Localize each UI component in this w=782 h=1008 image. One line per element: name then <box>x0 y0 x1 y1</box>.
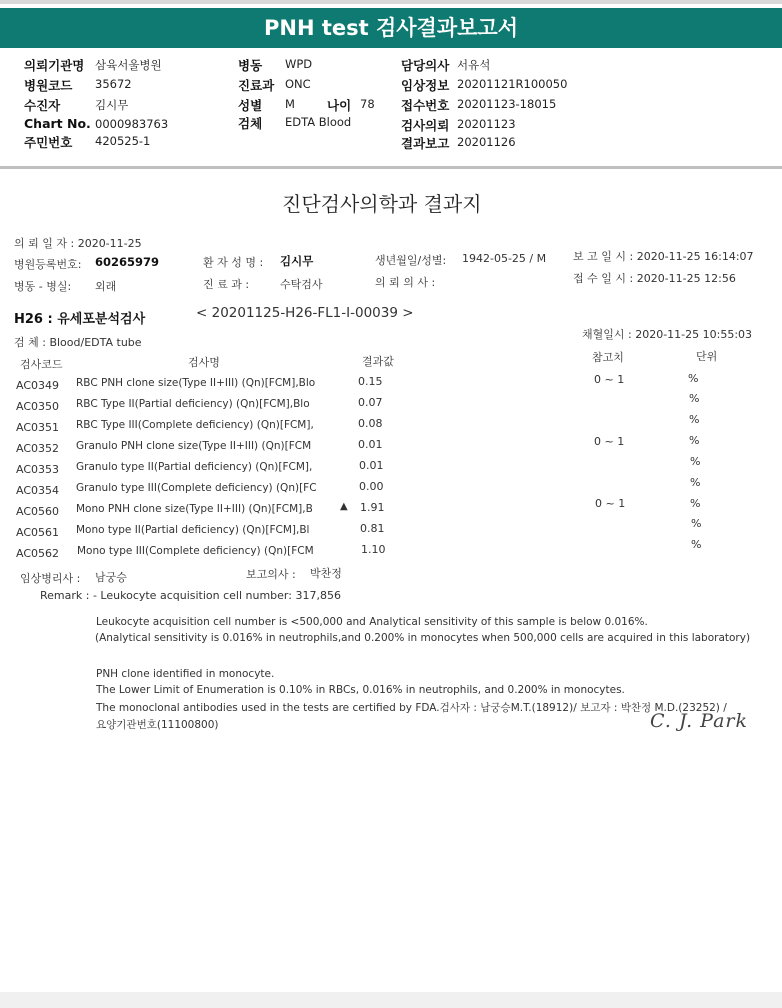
unit: % <box>689 392 700 405</box>
result-value: 0.01 <box>359 459 384 472</box>
result-value: 1.10 <box>361 543 386 556</box>
note-line-4: The Lower Limit of Enumeration is 0.10% in RBCs, 0.016% in neutrophils, and 0.200% in monocytes. <box>96 684 625 696</box>
receipt-datetime: 접 수 일 시 : 2020-11-25 12:56 <box>573 272 736 285</box>
birth-sex-value: 1942-05-25 / M <box>462 252 547 265</box>
clinical-pathologist-label: 임상병리사 : <box>20 572 81 585</box>
test-name: Granulo type III(Complete deficiency) (Qn)[FC <box>76 482 317 494</box>
receipt-no-label: 접수번호 <box>401 98 450 113</box>
specimen-barcode-number: < 20201125-H26-FL1-I-00039 > <box>196 305 414 321</box>
specimen-type: 검 체 : Blood/EDTA tube <box>14 336 142 349</box>
sex-value: M <box>285 97 295 111</box>
result-sheet-title: 진단검사의학과 결과지 <box>282 192 482 216</box>
clinic-dept-value: 수탁검사 <box>280 278 323 291</box>
test-name: RBC PNH clone size(Type II+III) (Qn)[FCM],Blo <box>76 377 316 389</box>
receipt-no-value: 20201123-18015 <box>457 97 557 111</box>
ward-room-value: 외래 <box>95 280 117 293</box>
examinee-label: 수진자 <box>24 98 61 113</box>
ward-label: 병동 <box>238 58 263 73</box>
result-value: 0.00 <box>359 480 384 493</box>
request-info-header <box>0 50 782 169</box>
signature: C. J. Park <box>650 710 749 732</box>
collection-datetime: 채혈일시 : 2020-11-25 10:55:03 <box>582 328 753 341</box>
unit: % <box>688 372 699 385</box>
high-flag-icon: ▲ <box>340 501 348 512</box>
test-code: AC0350 <box>16 400 60 413</box>
chart-no-label: Chart No. <box>24 116 91 131</box>
institution-value: 삼육서울병원 <box>95 58 162 72</box>
note-line-5: The monoclonal antibodies used in the tests are certified by FDA.검사자 : 남궁승M.T.(18912)/ 보고자 : 박찬정 M.D.(23252) / <box>96 702 727 714</box>
test-name: RBC Type II(Partial deficiency) (Qn)[FCM],Blo <box>76 398 310 410</box>
col-header-name: 검사명 <box>188 356 220 369</box>
attending-doctor-label: 담당의사 <box>401 58 450 73</box>
test-code: AC0560 <box>16 505 60 518</box>
reference-range: 0 ~ 1 <box>594 435 625 448</box>
registration-value: 60265979 <box>95 255 160 269</box>
test-code: AC0561 <box>16 526 60 539</box>
department-label: 진료과 <box>238 78 275 93</box>
specimen-label: 검체 <box>238 116 263 131</box>
test-request-value: 20201123 <box>457 117 516 131</box>
result-value: 0.15 <box>358 375 383 388</box>
remark-line: Remark : - Leukocyte acquisition cell number: 317,856 <box>40 589 341 602</box>
result-value: 1.91 <box>360 501 385 514</box>
top-border <box>0 0 782 4</box>
request-date: 의 뢰 일 자 : 2020-11-25 <box>14 237 142 250</box>
bottom-border <box>0 992 782 1008</box>
resident-no-label: 주민번호 <box>24 135 73 150</box>
reference-range: 0 ~ 1 <box>594 373 625 386</box>
patient-name-value: 김시무 <box>280 254 314 268</box>
birth-sex-label: 생년월일/성별: <box>375 254 447 267</box>
test-code: AC0352 <box>16 442 60 455</box>
col-header-reference: 참고치 <box>592 351 624 364</box>
attending-doctor-value: 서유석 <box>457 58 491 72</box>
result-value: 0.08 <box>358 417 383 430</box>
clinical-pathologist-value: 남궁승 <box>95 571 127 584</box>
result-value: 0.07 <box>358 396 383 409</box>
registration-label: 병원등록번호: <box>14 258 82 271</box>
reporting-doctor-value: 박찬정 <box>310 567 342 580</box>
reference-range: 0 ~ 1 <box>595 497 626 510</box>
result-value: 0.81 <box>360 522 385 535</box>
result-value: 0.01 <box>358 438 383 451</box>
test-code: AC0351 <box>16 421 60 434</box>
department-value: ONC <box>285 77 311 91</box>
col-header-result: 결과값 <box>362 355 394 368</box>
test-code: AC0354 <box>16 484 60 497</box>
test-code: AC0353 <box>16 463 60 476</box>
note-line-6: 요양기관번호(11100800) <box>96 719 219 731</box>
col-header-code: 검사코드 <box>20 358 63 371</box>
scanned-result-sheet <box>0 172 782 990</box>
unit: % <box>689 434 700 447</box>
result-report-value: 20201126 <box>457 135 516 149</box>
clinic-dept-label: 진 료 과 : <box>203 278 250 291</box>
test-name: Granulo type II(Partial deficiency) (Qn)[FCM], <box>76 461 313 473</box>
test-code: AC0349 <box>16 379 60 392</box>
unit: % <box>690 476 701 489</box>
test-name: RBC Type III(Complete deficiency) (Qn)[FCM], <box>76 419 314 431</box>
test-name: Granulo PNH clone size(Type II+III) (Qn)[FCM <box>76 440 312 452</box>
unit: % <box>690 497 701 510</box>
age-value: 78 <box>360 97 375 111</box>
resident-no-value: 420525-1 <box>95 134 151 148</box>
clinical-info-value: 20201121R100050 <box>457 77 568 91</box>
institution-label: 의뢰기관명 <box>24 58 85 73</box>
hospital-code-label: 병원코드 <box>24 78 73 93</box>
report-datetime: 보 고 일 시 : 2020-11-25 16:14:07 <box>573 250 754 263</box>
unit: % <box>691 517 702 530</box>
note-line-3: PNH clone identified in monocyte. <box>96 668 275 680</box>
ward-room-label: 병동 - 병실: <box>14 280 72 293</box>
age-label: 나이 <box>327 98 352 113</box>
unit: % <box>689 413 700 426</box>
reporting-doctor-label: 보고의사 : <box>246 568 296 581</box>
requesting-doctor-label: 의 뢰 의 사 : <box>375 276 436 289</box>
test-section: H26 : 유세포분석검사 <box>14 312 146 327</box>
specimen-value: EDTA Blood <box>285 115 352 129</box>
note-line-2: (Analytical sensitivity is 0.016% in neutrophils,and 0.200% in monocytes when 500,000 cells are acquired in this laboratory) <box>95 632 751 644</box>
test-code: AC0562 <box>16 547 60 560</box>
result-report-label: 결과보고 <box>401 136 450 151</box>
report-banner-title: PNH test 검사결과보고서 <box>0 8 782 48</box>
examinee-value: 김시무 <box>95 98 129 112</box>
ward-value: WPD <box>285 57 313 71</box>
sex-label: 성별 <box>238 98 263 113</box>
test-name: Mono PNH clone size(Type II+III) (Qn)[FCM],B <box>76 503 313 515</box>
chart-no-value: 0000983763 <box>95 117 169 131</box>
note-line-1: Leukocyte acquisition cell number is <500,000 and Analytical sensitivity of this sample is below 0.016%. <box>96 616 648 628</box>
hospital-code-value: 35672 <box>95 77 132 91</box>
test-name: Mono type II(Partial deficiency) (Qn)[FCM],Bl <box>76 524 310 536</box>
unit: % <box>691 538 702 551</box>
clinical-info-label: 임상정보 <box>401 78 450 93</box>
test-request-label: 검사의뢰 <box>401 118 450 133</box>
patient-name-label: 환 자 성 명 : <box>203 256 264 269</box>
test-name: Mono type III(Complete deficiency) (Qn)[FCM <box>77 545 314 557</box>
col-header-unit: 단위 <box>696 350 718 363</box>
unit: % <box>690 455 701 468</box>
